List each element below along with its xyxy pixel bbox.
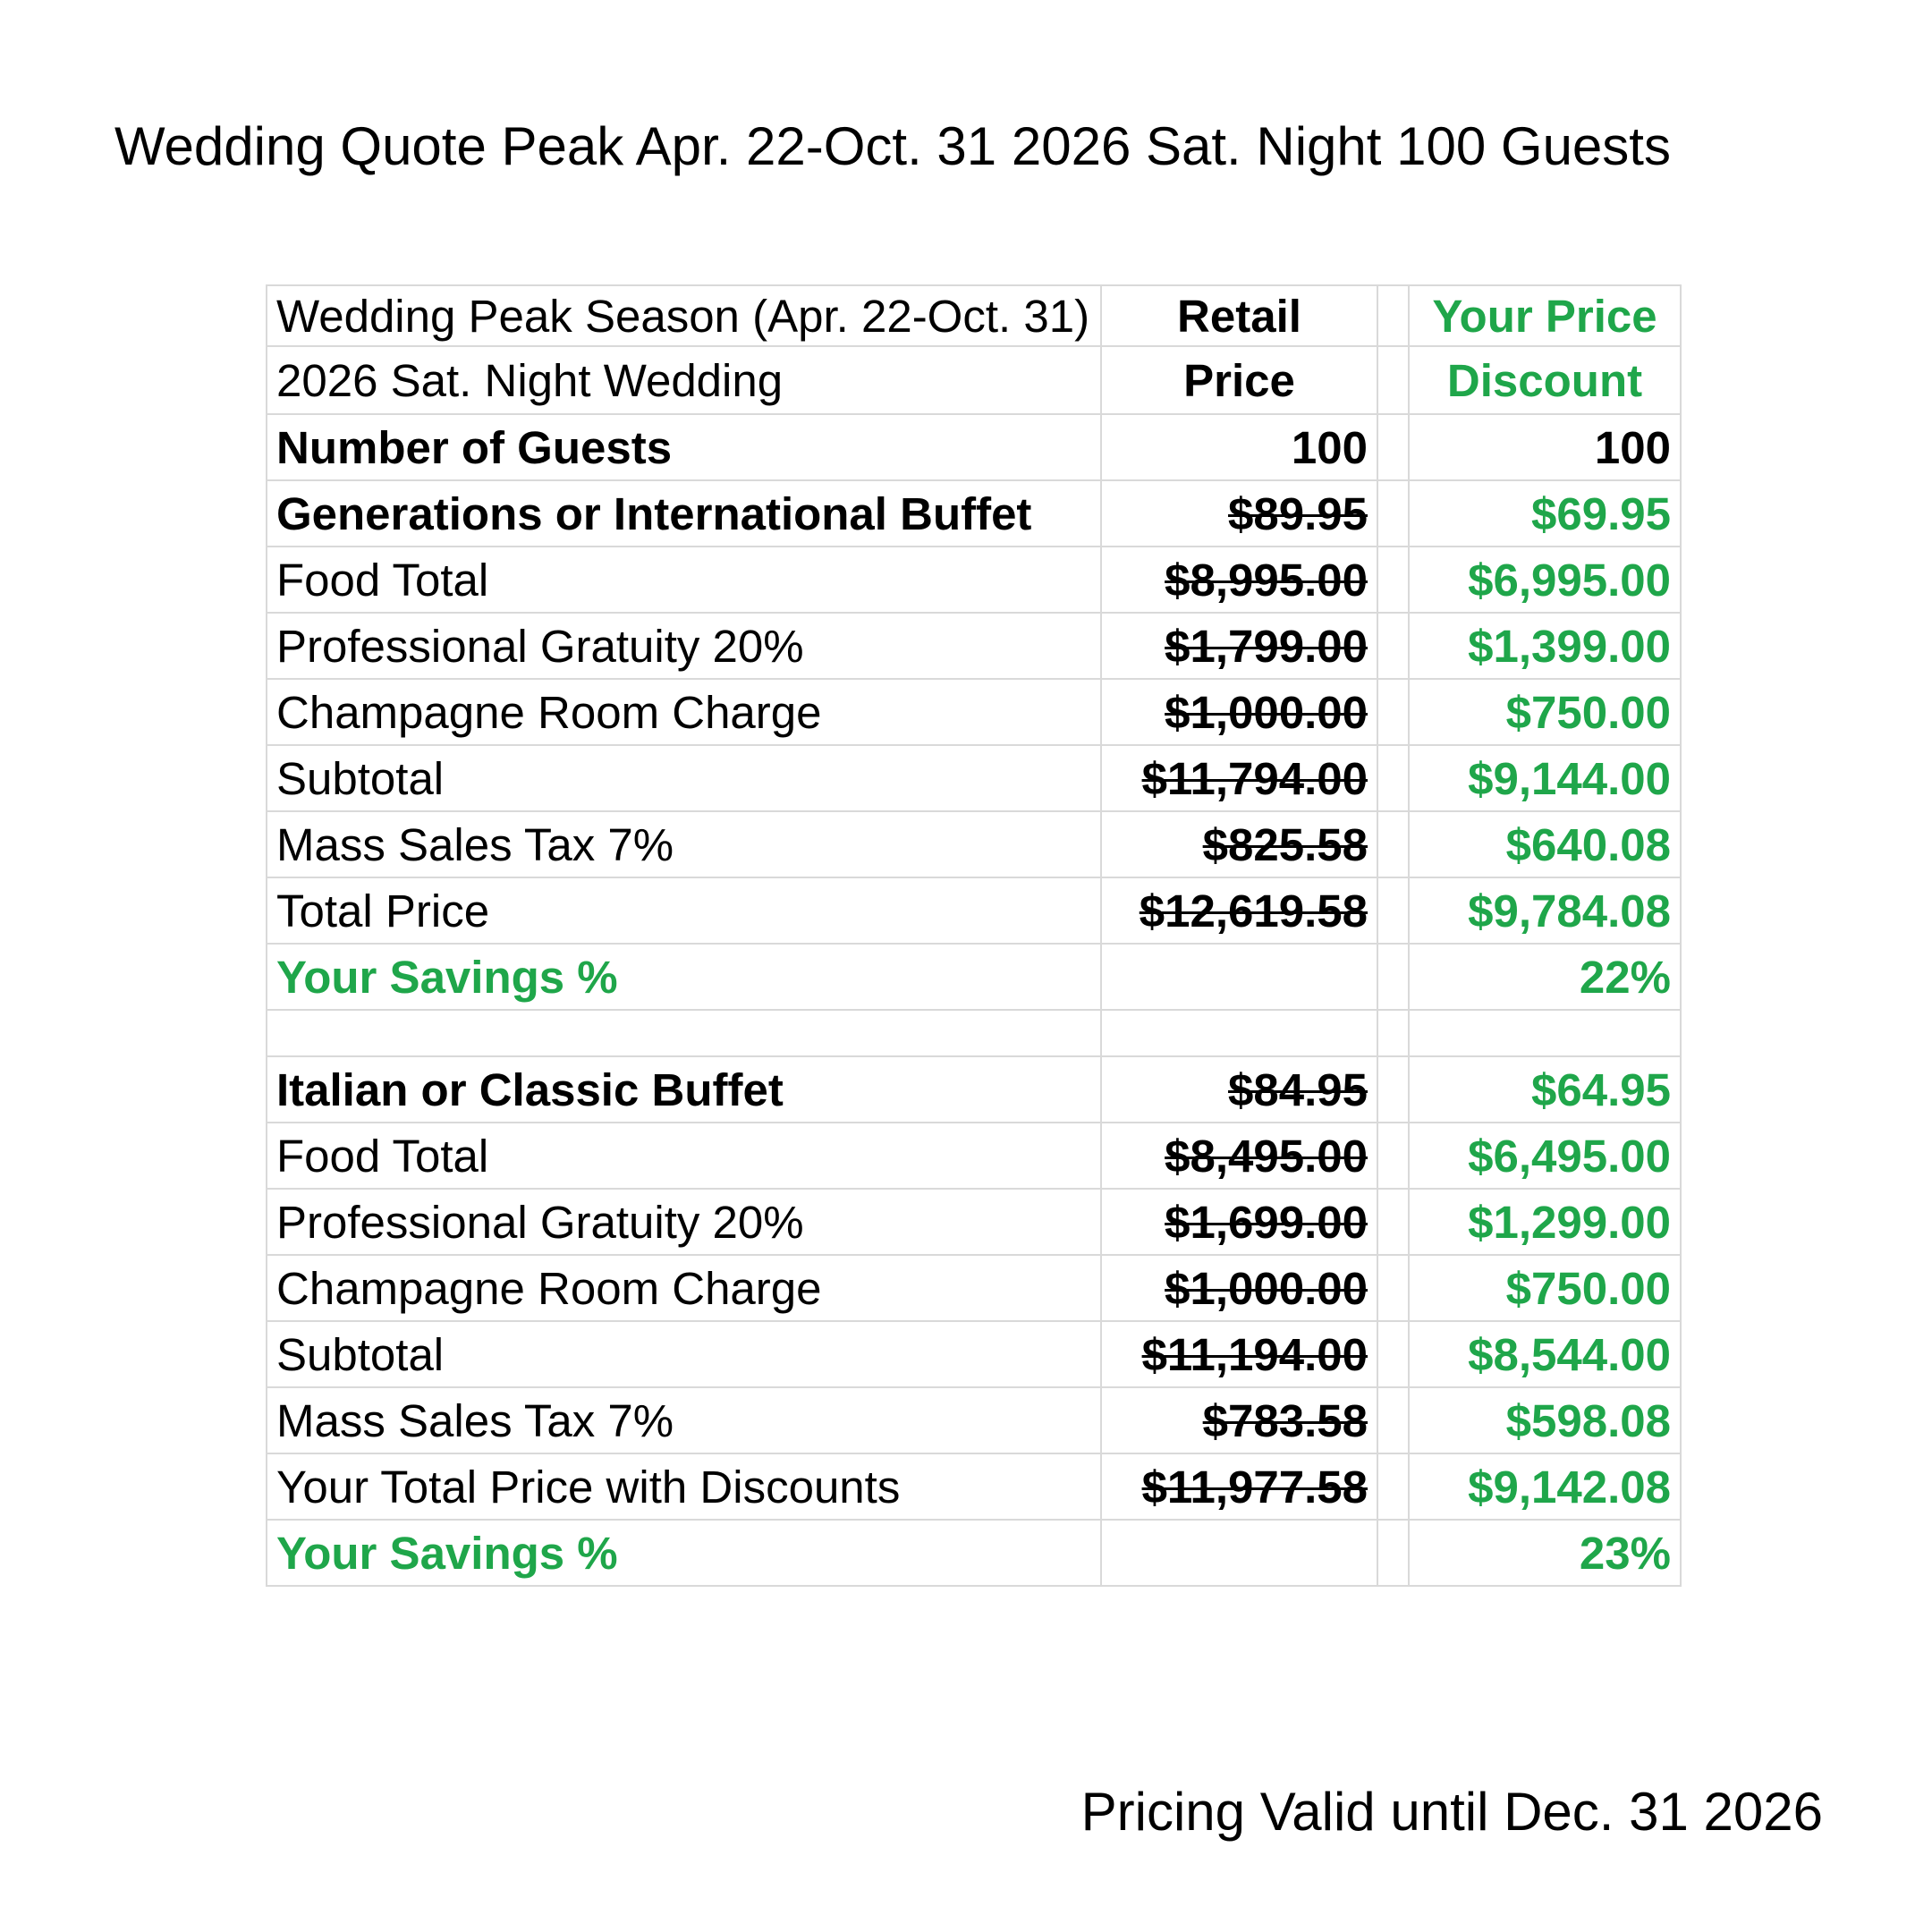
s1-buffet-row (267, 480, 1681, 547)
s2-food-total-row (267, 1123, 1681, 1189)
price-value: $1,399.00 (1409, 613, 1681, 679)
price-value: $598.08 (1409, 1387, 1681, 1453)
retail-value: 100 (1101, 414, 1377, 480)
row-label: Mass Sales Tax 7% (267, 1387, 1101, 1453)
page-title: Wedding Quote Peak Apr. 22-Oct. 31 2026 Sat. Night 100 Guests (114, 116, 1671, 176)
gap-cell (1377, 679, 1409, 745)
gap-cell (1377, 1010, 1409, 1056)
gap-cell (1377, 414, 1409, 480)
gap-cell (1377, 346, 1409, 414)
gap-cell (1377, 1255, 1409, 1321)
s1-gratuity-row (267, 613, 1681, 679)
price-value: $8,544.00 (1409, 1321, 1681, 1387)
s2-tax-row (267, 1387, 1681, 1453)
gap-cell (1377, 1453, 1409, 1520)
gap-cell (1377, 877, 1409, 944)
row-label: Food Total (267, 547, 1101, 613)
header-row-1 (267, 285, 1681, 346)
gap-cell (1377, 547, 1409, 613)
header-price-line2: Discount (1409, 346, 1681, 414)
empty-cell (267, 1010, 1101, 1056)
row-label: Your Savings % (267, 944, 1101, 1010)
retail-value (1101, 1520, 1377, 1586)
empty-cell (1101, 1010, 1377, 1056)
price-value: $9,784.08 (1409, 877, 1681, 944)
header-label-line2: 2026 Sat. Night Wedding (267, 346, 1101, 414)
empty-cell (1409, 1010, 1681, 1056)
retail-value: $1,799.00 (1101, 613, 1377, 679)
row-label: Subtotal (267, 745, 1101, 811)
price-value: $750.00 (1409, 679, 1681, 745)
price-value: $64.95 (1409, 1056, 1681, 1123)
price-value: $69.95 (1409, 480, 1681, 547)
gap-cell (1377, 285, 1409, 346)
header-price-line1: Your Price (1409, 285, 1681, 346)
retail-value: $11,794.00 (1101, 745, 1377, 811)
s1-savings-row (267, 944, 1681, 1010)
row-label: Italian or Classic Buffet (267, 1056, 1101, 1123)
price-value: $1,299.00 (1409, 1189, 1681, 1255)
s1-subtotal-row (267, 745, 1681, 811)
retail-value: $12,619.58 (1101, 877, 1377, 944)
retail-value: $11,194.00 (1101, 1321, 1377, 1387)
row-label: Food Total (267, 1123, 1101, 1189)
retail-value (1101, 944, 1377, 1010)
row-label: Champagne Room Charge (267, 1255, 1101, 1321)
retail-value: $8,495.00 (1101, 1123, 1377, 1189)
price-value: 22% (1409, 944, 1681, 1010)
row-label: Subtotal (267, 1321, 1101, 1387)
header-row-2 (267, 346, 1681, 414)
row-label: Number of Guests (267, 414, 1101, 480)
gap-cell (1377, 613, 1409, 679)
s1-food-total-row (267, 547, 1681, 613)
row-label: Mass Sales Tax 7% (267, 811, 1101, 877)
price-value: $6,995.00 (1409, 547, 1681, 613)
validity-note: Pricing Valid until Dec. 31 2026 (1080, 1782, 1823, 1842)
retail-value: $8,995.00 (1101, 547, 1377, 613)
s2-room-charge-row (267, 1255, 1681, 1321)
header-retail-line2: Price (1101, 346, 1377, 414)
row-label: Total Price (267, 877, 1101, 944)
price-value: 100 (1409, 414, 1681, 480)
price-value: $6,495.00 (1409, 1123, 1681, 1189)
row-label: Professional Gratuity 20% (267, 613, 1101, 679)
gap-cell (1377, 1321, 1409, 1387)
price-value: $750.00 (1409, 1255, 1681, 1321)
row-label: Champagne Room Charge (267, 679, 1101, 745)
retail-value: $783.58 (1101, 1387, 1377, 1453)
header-label-line1: Wedding Peak Season (Apr. 22-Oct. 31) (267, 285, 1101, 346)
gap-cell (1377, 1056, 1409, 1123)
header-retail-line1: Retail (1101, 285, 1377, 346)
guests-row (267, 414, 1681, 480)
s1-room-charge-row (267, 679, 1681, 745)
gap-cell (1377, 944, 1409, 1010)
retail-value: $1,699.00 (1101, 1189, 1377, 1255)
row-label: Your Savings % (267, 1520, 1101, 1586)
gap-cell (1377, 811, 1409, 877)
retail-value: $84.95 (1101, 1056, 1377, 1123)
quote-table (266, 284, 1682, 1587)
s2-subtotal-row (267, 1321, 1681, 1387)
s2-gratuity-row (267, 1189, 1681, 1255)
spacer-row (267, 1010, 1681, 1056)
gap-cell (1377, 1123, 1409, 1189)
gap-cell (1377, 1520, 1409, 1586)
price-value: $640.08 (1409, 811, 1681, 877)
price-value: 23% (1409, 1520, 1681, 1586)
retail-value: $825.58 (1101, 811, 1377, 877)
s2-total-row (267, 1453, 1681, 1520)
s1-tax-row (267, 811, 1681, 877)
gap-cell (1377, 1387, 1409, 1453)
retail-value: $1,000.00 (1101, 1255, 1377, 1321)
retail-value: $89.95 (1101, 480, 1377, 547)
row-label: Professional Gratuity 20% (267, 1189, 1101, 1255)
gap-cell (1377, 745, 1409, 811)
price-value: $9,144.00 (1409, 745, 1681, 811)
s2-savings-row (267, 1520, 1681, 1586)
gap-cell (1377, 480, 1409, 547)
row-label: Generations or International Buffet (267, 480, 1101, 547)
price-value: $9,142.08 (1409, 1453, 1681, 1520)
retail-value: $11,977.58 (1101, 1453, 1377, 1520)
s1-total-row (267, 877, 1681, 944)
gap-cell (1377, 1189, 1409, 1255)
s2-buffet-row (267, 1056, 1681, 1123)
row-label: Your Total Price with Discounts (267, 1453, 1101, 1520)
retail-value: $1,000.00 (1101, 679, 1377, 745)
